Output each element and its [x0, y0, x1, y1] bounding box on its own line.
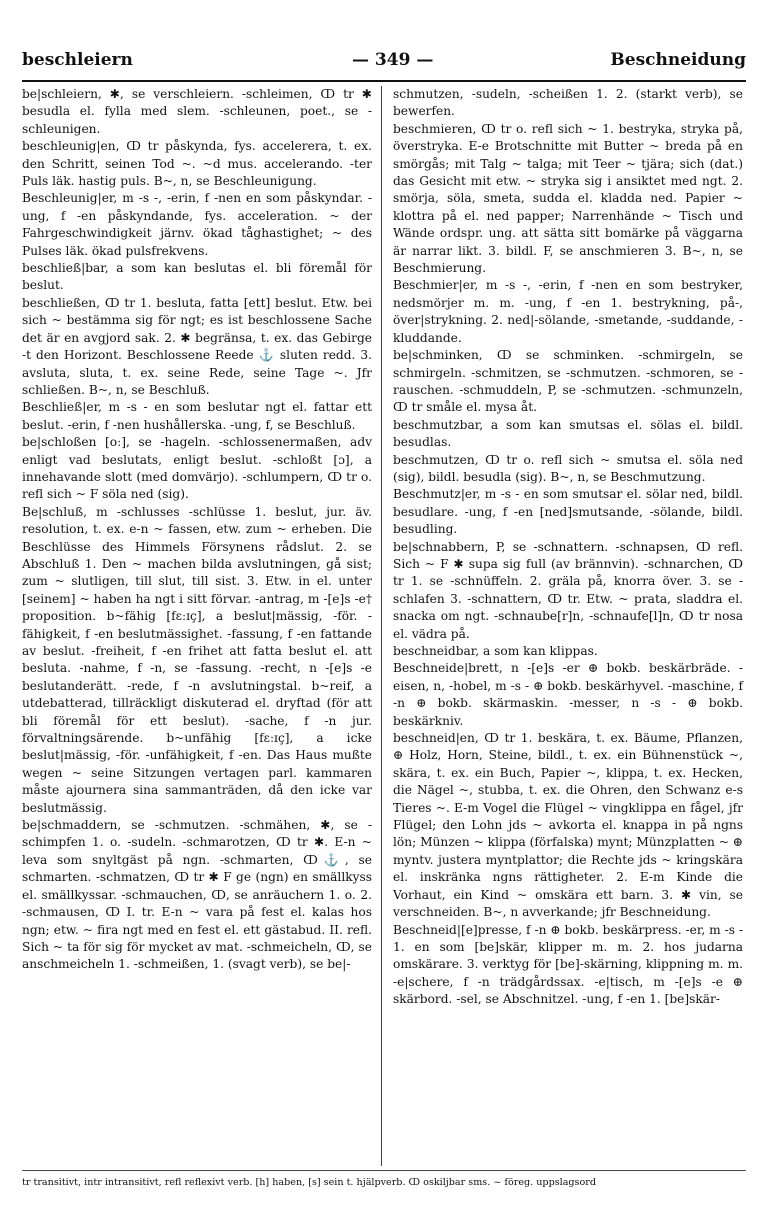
entry: beschließ|bar, a som kan beslutas el. bli föremål för beslut. [22, 261, 376, 293]
entry: beschmutzbar, a som kan smutsas el. sölas el. bildl. besudlas. [393, 417, 747, 450]
entry: beschleunig|en, ↀ tr påskynda, fys. accelerera, t. ex. den Schritt, seinen Tod ~. ~d mus. accelerando. -ter Puls läk. hastig puls. B~, n, se Beschleunigung. [22, 139, 376, 189]
entry: Beschleunig|er, m -s -, -erin, f -nen en som påskyndar. -ung, f -en påskyndande, fys. acceleration. ~ der Fahrgeschwindigkeit järnv. ökad tåghastighet; ~ des Pulses läk. ökad pulsfrekvens. [22, 191, 376, 258]
footer-rule [22, 1170, 746, 1171]
left-column [22, 86, 376, 1166]
entry: be|schnabbern, P, se -schnattern. -schnapsen, ↀ refl. Sich ~ F ✱ supa sig full (av brännvin). -schnarchen, ↀ tr 1. se -schnüffeln. 2. gräla på, knorra över. 3. se -schlafen 3. -schnattern, ↀ tr. Etw. ~ prata, sladdra el. snacka om ngt. -schnaube[r]n, -schnaufe[l]n, ↀ tr nosa el. vädra på. [393, 539, 747, 641]
entry: beschließen, ↀ tr 1. besluta, fatta [ett] beslut. Etw. bei sich ~ bestämma sig för ngt; es ist beschlossene Sache det är en avgjord sak. 2. ✱ begränsa, t. ex. das Gebirge -t den Horizont. Beschlossene Reede ⚓ sluten redd. 3. avsluta, sluta, t. ex. seine Rede, seine Tage ~. Jfr schließen. B~, n, se Beschluß. [22, 295, 376, 397]
running-header [22, 50, 746, 80]
entry: beschneid|en, ↀ tr 1. beskära, t. ex. Bäume, Pflanzen, ⊕ Holz, Horn, Steine, bildl., t. ex. ein Bühnenstück ~, skära, t. ex. ein Buch, Papier ~, klippa, t. ex. Hecken, die Nägel ~, stubba, t. ex. die Ohren, den Schwanz e-s Tieres ~. E-m Vogel die Flügel ~ vingklippa en fågel, jfr Flügel; den Lohn jds ~ avkorta el. knappa in på ngns lön; Münzen ~ klippa (förfalska) mynt; Münzplatten ~ ⊕ myntv. justera myntplattor; die Rechte jds ~ kringskära el. inskränka ngns rättigheter. 2. E-m Kinde die Vorhaut, ein Kind ~ omskära ett barn. 3. ✱ vin, se verschneiden. B~, n avverkande; jfr Beschneidung. [393, 731, 747, 920]
entry: beschneidbar, a som kan klippas. [393, 644, 598, 658]
entry: be|schmaddern, se -schmutzen. -schmähen, ✱, se -schimpfen 1. o. -sudeln. -schmarotzen, ↀ tr ✱. E-n ~ leva som snyltgäst på ngn. -schmarten, ↀ⚓, se schmarten. -schmatzen, ↀ tr ✱ F ge (ngn) en smällkyss el. smällkyssar. -schmauchen, ↀ, se anräuchern 1. o. 2. -schmausen, ↀ I. tr. E-n ~ vara på fest el. kalas hos ngn; etw. ~ fira ngt med en fest el. ett gästabud. II. refl. Sich ~ ta för sig för mycket av mat. -schmeicheln, ↀ, se anschmeicheln 1. -schmeißen, 1. (svagt verb), se be|- [22, 818, 376, 972]
entry: Beschneid|[e]presse, f -n ⊕ bokb. beskärpress. -er, m -s - 1. en som [be]skär, klipper m. m. 2. hos judarna omskärare. 3. verktyg för [be]-skärning, klippning m. m. -e|schere, f -n trädgårdssax. -e|tisch, m -[e]s -e ⊕ skärbord. -sel, se Abschnitzel. -ung, f -en 1. [be]skär- [393, 922, 747, 1007]
entry: Be|schluß, m -schlusses -schlüsse 1. beslut, jur. äv. resolution, t. ex. e-n ~ fassen, etw. zum ~ erheben. Die Beschlüsse des Himmels Försynens rådslut. 2. se Abschluß 1. Den ~ machen bilda avslutningen, gå sist; zum ~ slutligen, till slut, till sist. 3. Etw. in el. unter [seinem] ~ haben ha ngt i sitt förvar. -antrag, m -[e]s -e† proposition. b~fähig [fɛːɪç], a beslut|mässig, -för. -fähigkeit, f -en beslutmässighet. -fassung, f -en fattande av beslut. -freiheit, f -en frihet att fatta beslut el. att besluta. -nahme, f -n, se -fassung. -recht, n -[e]s -e beslutanderätt. -rede, f -n avslutningstal. b~reif, a utdebatterad, tillräckligt diskuterad el. dryftad (för att bli föremål för ett beslut). -sache, f -n jur. förvaltningsärende. b~unfähig [fɛːɪç], a icke beslut|mässig, -för. -unfähigkeit, f -en. Das Haus mußte wegen ~ seine Sitzungen vertagen parl. kammaren måste ajournera sina sammanträden, då den icke var beslutmässig. [22, 504, 376, 815]
header-first-entry: beschleiern [22, 50, 133, 70]
entry: be|schminken, ↀ se schminken. -schmirgeln, se schmirgeln. -schmitzen, se -schmutzen. -schmoren, se -rauschen. -schmuddeln, P, se -schmutzen. -schmunzeln, ↀ tr småle el. mysa åt. [393, 348, 747, 415]
entry: Beschneide|brett, n -[e]s -er ⊕ bokb. beskärbräde. -eisen, n, -hobel, m -s - ⊕ bokb. beskärhyvel. -maschine, f -n ⊕ bokb. skärmaskin. -messer, n -s - ⊕ bokb. beskärkniv. [393, 661, 747, 728]
page-number: — 349 — [352, 50, 434, 70]
entry: be|schloßen [oː], se -hageln. -schlossenermaßen, adv enligt vad beslutats, enligt beslut. -schloßt [ɔ], a innehavande slott (med domvärjo). -schlumpern, ↀ tr o. refl sich ~ F söla ned (sig). [22, 435, 376, 502]
entry: Beschmier|er, m -s -, -erin, f -nen en som bestryker, nedsmörjer m. m. -ung, f -en 1. bestrykning, på-, över|strykning. 2. ned|-sölande, -smetande, -suddande, -kluddande. [393, 278, 747, 345]
header-last-entry: Beschneidung [610, 50, 746, 70]
right-column [393, 86, 747, 1166]
entry: schmutzen, -sudeln, -scheißen 1. 2. (starkt verb), se bewerfen. [393, 87, 747, 119]
entry: Beschmutz|er, m -s - en som smutsar el. sölar ned, bildl. besudlare. -ung, f -en [ned]smutsande, -sölande, bildl. besudling. [393, 487, 747, 537]
entry: beschmutzen, ↀ tr o. refl sich ~ smutsa el. söla ned (sig), bildl. besudla (sig). B~, n, se Beschmutzung. [393, 452, 747, 484]
entry: be|schleiern, ✱, se verschleiern. -schleimen, ↀ tr ✱ besudla el. fylla med slem. -schleunen, poet., se -schleunigen. [22, 87, 376, 136]
entry: Beschließ|er, m -s - en som beslutar ngt el. fattar ett beslut. -erin, f -nen hushållerska. -ung, f, se Beschluß. [22, 400, 376, 432]
header-rule [22, 80, 746, 82]
column-divider [381, 86, 382, 1166]
entry: beschmieren, ↀ tr o. refl sich ~ 1. bestryka, stryka på, överstryka. E-e Brotschnitte mit Butter ~ breda på en smörgås; mit Talg ~ talga; mit Teer ~ tjära; sich (dat.) das Gesicht mit etw. ~ stryka sig i ansiktet med ngt. 2. smörja, söla, smeta, sudda el. kladda ned. Papier ~ klottra på el. ned papper; Narrenhände ~ Tisch und Wände ordspr. ung. att sätta sitt bomärke på väggarna är narrar likt. 3. bildl. F, se anschmieren 3. B~, n, se Beschmierung. [393, 121, 747, 276]
abbreviation-legend: tr transitivt, intr intransitivt, refl reflexivt verb. [h] haben, [s] sein t. hjälpverb. ↀ oskiljbar sms. ~ föreg. uppslagsord [22, 1177, 596, 1188]
